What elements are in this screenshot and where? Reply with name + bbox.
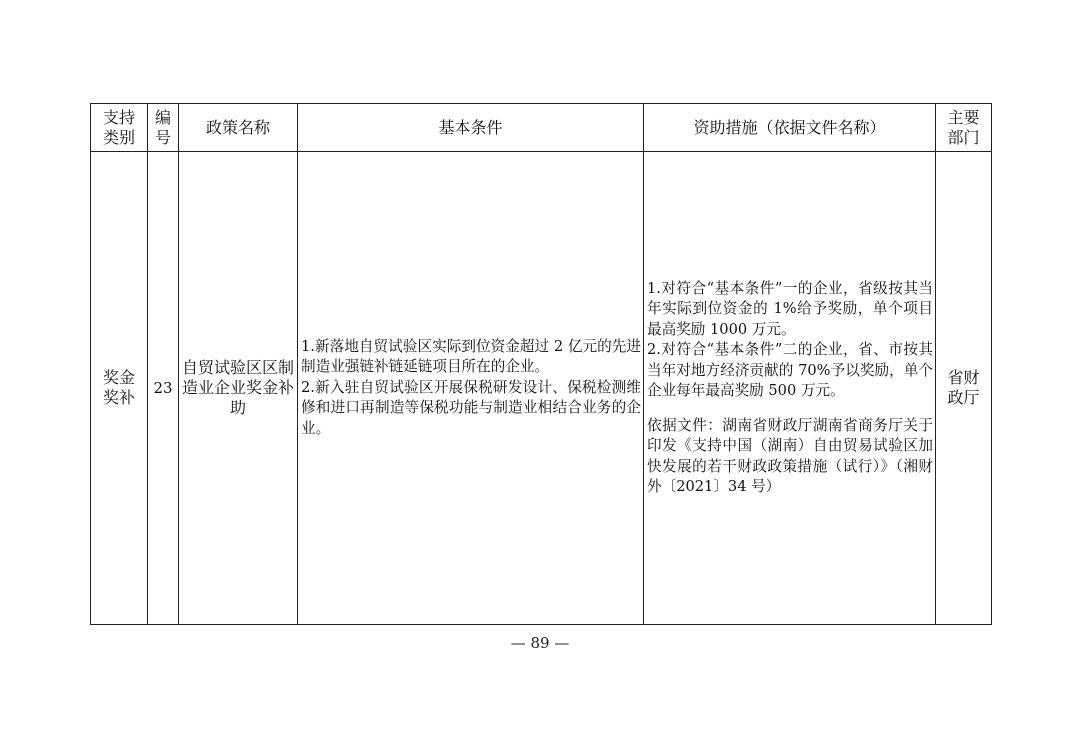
header-category: 支持类别 — [91, 104, 148, 152]
condition-1: 1.新落地自贸试验区实际到位资金超过 2 亿元的先进制造业强链补链延链项目所在的企业。 — [301, 337, 641, 376]
header-conditions: 基本条件 — [298, 104, 644, 152]
policy-table — [90, 103, 992, 625]
page-number: — 89 — — [510, 634, 570, 652]
table-row — [91, 152, 992, 625]
cell-department: 省财政厅 — [936, 152, 992, 625]
cell-measures — [644, 152, 936, 625]
condition-2: 2.新入驻自贸试验区开展保税研发设计、保税检测维修和进口再制造等保税功能与制造业相结合业务的企业。 — [301, 378, 641, 437]
header-measures: 资助措施（依据文件名称） — [644, 104, 936, 152]
cell-policy-name: 自贸试验区区制造业企业奖金补助 — [179, 152, 298, 625]
measure-1: 1.对符合“基本条件”一的企业，省级按其当年实际到位资金的 1%给予奖励，单个项目最高奖励 1000 万元。 — [647, 279, 933, 338]
cell-category: 奖金奖补 — [91, 152, 148, 625]
cell-conditions — [298, 152, 644, 625]
table-header-row — [91, 104, 992, 152]
basis-document: 依据文件：湖南省财政厅湖南省商务厅关于印发《支持中国（湖南）自由贸易试验区加快发展的若干财政政策措施（试行）》（湘财外〔2021〕34 号） — [647, 416, 933, 495]
header-department: 主要部门 — [936, 104, 992, 152]
measure-2: 2.对符合“基本条件”二的企业，省、市按其当年对地方经济贡献的 70%予以奖励，单个企业每年最高奖励 500 万元。 — [647, 341, 933, 399]
header-number: 编号 — [148, 104, 179, 152]
cell-number: 23 — [148, 152, 179, 625]
header-policy-name: 政策名称 — [179, 104, 298, 152]
